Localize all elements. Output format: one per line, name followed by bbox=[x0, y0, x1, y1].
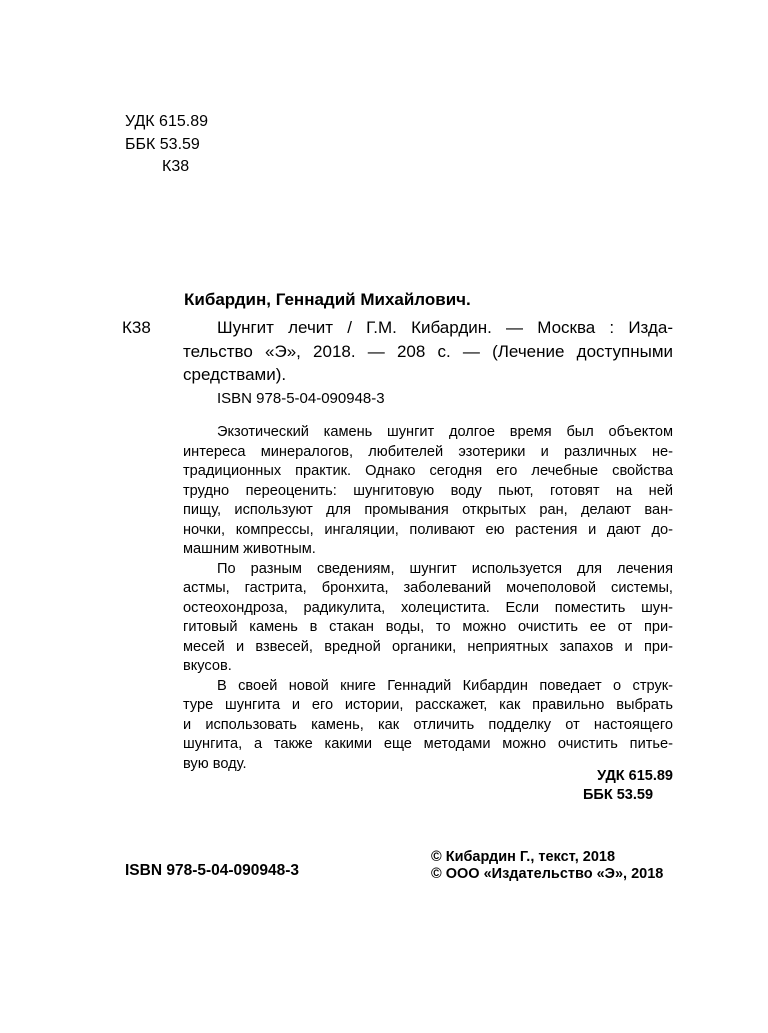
annotation-line: и использовать камень, как отличить подделку от настоящего bbox=[183, 716, 673, 733]
author-sign: К38 bbox=[162, 158, 190, 175]
bibliographic-line: средствами). bbox=[183, 365, 287, 384]
bibliographic-line: Шунгит лечит / Г.М. Кибардин. — Москва : Изда- bbox=[217, 318, 673, 337]
annotation-line: шунгита, а также какими еще методами можно очистить питье- bbox=[183, 736, 673, 752]
author-sign-side: К38 bbox=[122, 318, 151, 337]
annotation bbox=[183, 423, 673, 774]
bbk-code: ББК 53.59 bbox=[125, 136, 200, 153]
annotation-line: машним животным. bbox=[183, 541, 316, 557]
bibliographic-description bbox=[183, 316, 673, 387]
annotation-line: ночки, компрессы, ингаляции, поливают ею растения и дают до- bbox=[183, 521, 673, 538]
bibliographic-line: тельство «Э», 2018. — 208 с. — (Лечение доступными bbox=[183, 341, 673, 361]
copyright-author: © Кибардин Г., текст, 2018 bbox=[431, 849, 616, 865]
annotation-line: месей и взвесей, вредной органики, неприятных запахов и при- bbox=[183, 638, 673, 655]
udk-code: УДК 615.89 bbox=[125, 113, 208, 130]
annotation-line: вкусов. bbox=[183, 658, 232, 674]
annotation-line: гитовый камень в стакан воды, то можно очистить ее от при- bbox=[183, 619, 673, 635]
udk-code-bottom: УДК 615.89 bbox=[597, 768, 673, 784]
isbn-bottom: ISBN 978-5-04-090948-3 bbox=[125, 862, 300, 879]
annotation-line: пищу, используют для промывания открытых ран, делают ван- bbox=[183, 502, 673, 518]
annotation-line: остеохондроза, радикулита, холецистита. Если поместить шун- bbox=[183, 599, 673, 616]
copyright-publisher: © ООО «Издательство «Э», 2018 bbox=[431, 866, 664, 882]
annotation-line: По разным сведениям, шунгит используется для лечения bbox=[217, 560, 673, 577]
annotation-line: трудно переоценить: шунгитовую воду пьют, готовят на ней bbox=[183, 482, 673, 499]
annotation-line: астмы, гастрита, бронхита, заболеваний мочеполовой системы, bbox=[183, 580, 673, 596]
author-heading: Кибардин, Геннадий Михайлович. bbox=[184, 290, 471, 309]
annotation-line: традиционных практик. Однако сегодня его лечебные свойства bbox=[183, 463, 673, 479]
annotation-line: интереса минералогов, любителей эзотерики и различных не- bbox=[183, 443, 673, 460]
annotation-line: В своей новой книге Геннадий Кибардин поведает о струк- bbox=[217, 677, 673, 694]
annotation-line: туре шунгита и его истории, расскажет, как правильно выбрать bbox=[183, 697, 673, 713]
isbn-line: ISBN 978-5-04-090948-3 bbox=[217, 390, 385, 407]
annotation-line: вую воду. bbox=[183, 755, 247, 772]
annotation-line: Экзотический камень шунгит долгое время был объектом bbox=[217, 424, 673, 440]
bbk-code-bottom: ББК 53.59 bbox=[583, 787, 654, 803]
